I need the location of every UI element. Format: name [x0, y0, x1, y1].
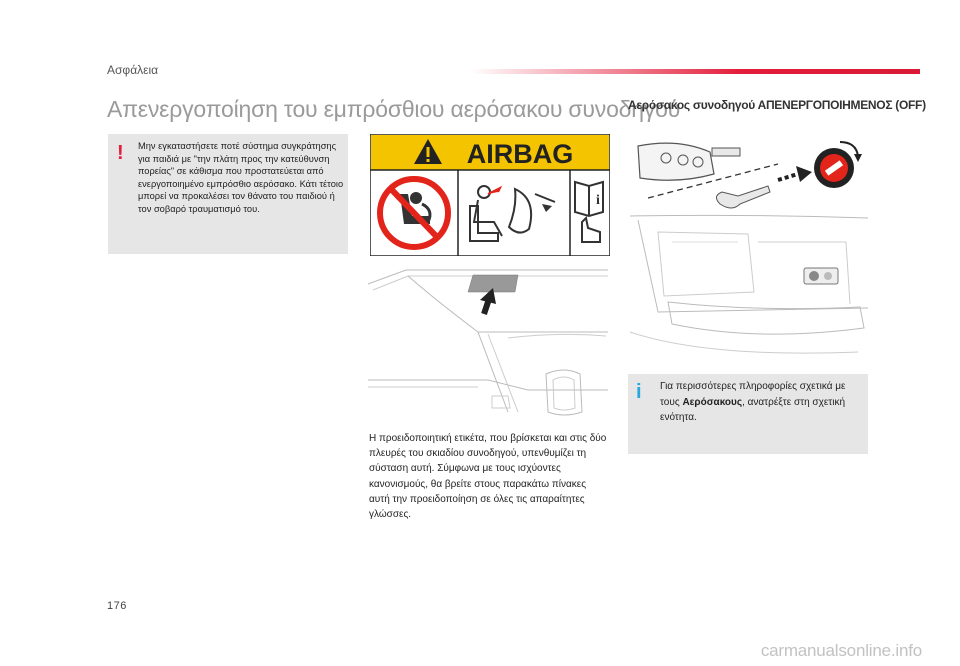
- page-title: Απενεργοποίηση του εμπρόσθιου αερόσακου συνοδηγού: [107, 96, 681, 122]
- svg-text:i: i: [596, 193, 600, 208]
- info-text-end: , ανατρέξτε στη σχετική ενότητα.: [660, 396, 846, 423]
- key-switch-illustration: [628, 134, 868, 214]
- info-icon: i: [636, 381, 642, 403]
- header-accent-bar: [470, 69, 920, 74]
- key-fob-icon: [638, 143, 740, 180]
- watermark: carmanualsonline.info: [760, 641, 922, 660]
- info-text-start: Για περισσότερες πληροφορίες σχετικά με τους: [660, 381, 846, 408]
- info-link-airbags[interactable]: Αερόσακους: [682, 396, 743, 408]
- no-rear-facing-seat-icon: [380, 179, 448, 247]
- info-text: [660, 379, 860, 426]
- airbag-switch-icon: [814, 148, 854, 188]
- warning-label-marker: [468, 275, 518, 314]
- glovebox-illustration: [628, 212, 870, 362]
- section-label: Ασφάλεια: [107, 63, 159, 77]
- warning-text: Μην εγκαταστήσετε ποτέ σύστημα συγκράτησης για παιδιά με "την πλάτη προς την κατεύθυνση πορείας" σε κάθισμα που προστατεύεται από ενεργοποιημένο εμπρόσθιο αερόσακο. Κάτι τέτοιο μπορεί να προκαλέσει τον θάνατο του παιδιού ή τον σοβαρό τραυματισμό του.: [138, 141, 344, 214]
- page-number: 176: [107, 600, 127, 612]
- exclamation-icon: !: [117, 142, 124, 164]
- section-subtitle: Αερόσακος συνοδηγού ΑΠΕΝΕΡΓΟΠΟΙΗΜΕΝΟΣ (OFF): [628, 98, 926, 112]
- key-blade-icon: [716, 186, 770, 208]
- sun-visor-illustration: [368, 262, 610, 428]
- airbag-label-text: AIRBAG: [466, 139, 574, 169]
- airbag-warning-label: [370, 134, 610, 256]
- label-description: Η προειδοποιητική ετικέτα, που βρίσκεται και στις δύο πλευρές του σκιαδίου συνοδηγού, υπενθυμίζει τη σύσταση αυτή. Σύμφωνα με τους ισχύοντες κανονισμούς, θα βρείτε στους παρακάτω πίνακες αυτή την προειδοποίηση σε όλες τις απαραίτητες γλώσσες.: [369, 433, 607, 521]
